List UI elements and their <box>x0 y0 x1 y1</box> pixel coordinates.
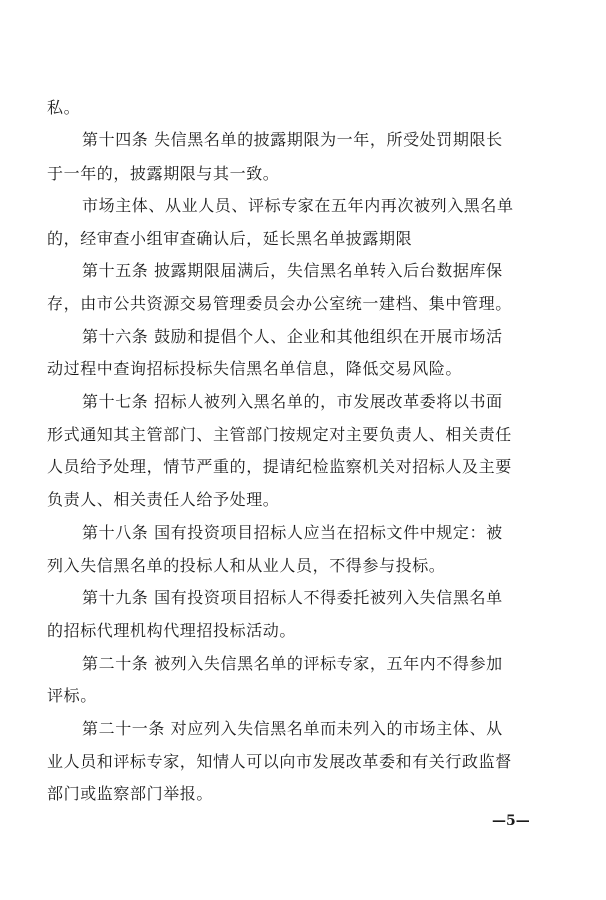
text-line-10: 第十七条 招标人被列入黑名单的，市发展改革委将以书面 <box>82 392 503 411</box>
text-line-11: 形式通知其主管部门、主管部门按规定对主要负责人、相关责任 <box>47 425 512 444</box>
text-line-20: 第二十一条 对应列入失信黑名单而未列入的市场主体、从 <box>82 719 503 738</box>
text-line-7: 存，由市公共资源交易管理委员会办公室统一建档、集中管理。 <box>47 294 512 313</box>
text-line-17: 的招标代理机构代理招投标活动。 <box>47 621 297 640</box>
page-number: —5— <box>492 813 530 829</box>
text-line-4: 市场主体、从业人员、评标专家在五年内再次被列入黑名单 <box>82 196 514 215</box>
text-line-8: 第十六条 鼓励和提倡个人、企业和其他组织在开展市场活 <box>82 327 503 346</box>
text-line-3: 于一年的，披露期限与其一致。 <box>47 164 280 183</box>
text-line-2: 第十四条 失信黑名单的披露期限为一年，所受处罚期限长 <box>82 130 503 149</box>
text-line-5: 的，经审查小组审查确认后，延长黑名单披露期限 <box>47 229 413 248</box>
text-line-16: 第十九条 国有投资项目招标人不得委托被列入失信黑名单 <box>82 588 503 607</box>
text-line-14: 第十八条 国有投资项目招标人应当在招标文件中规定：被 <box>82 523 503 542</box>
text-line-9: 动过程中查询招标投标失信黑名单信息，降低交易风险。 <box>47 359 463 378</box>
text-line-18: 第二十条 被列入失信黑名单的评标专家，五年内不得参加 <box>82 654 503 673</box>
text-line-22: 部门或监察部门举报。 <box>47 784 214 803</box>
text-line-13: 负责人、相关责任人给予处理。 <box>47 490 280 509</box>
text-line-12: 人员给予处理，情节严重的，提请纪检监察机关对招标人及主要 <box>47 457 512 476</box>
text-line-15: 列入失信黑名单的投标人和从业人员，不得参与投标。 <box>47 556 446 575</box>
text-line-6: 第十五条 披露期限届满后，失信黑名单转入后台数据库保 <box>82 261 503 280</box>
text-line-1: 私。 <box>47 98 81 117</box>
text-line-21: 业人员和评标专家，知情人可以向市发展改革委和有关行政监督 <box>47 752 512 771</box>
text-line-19: 评标。 <box>47 686 97 705</box>
